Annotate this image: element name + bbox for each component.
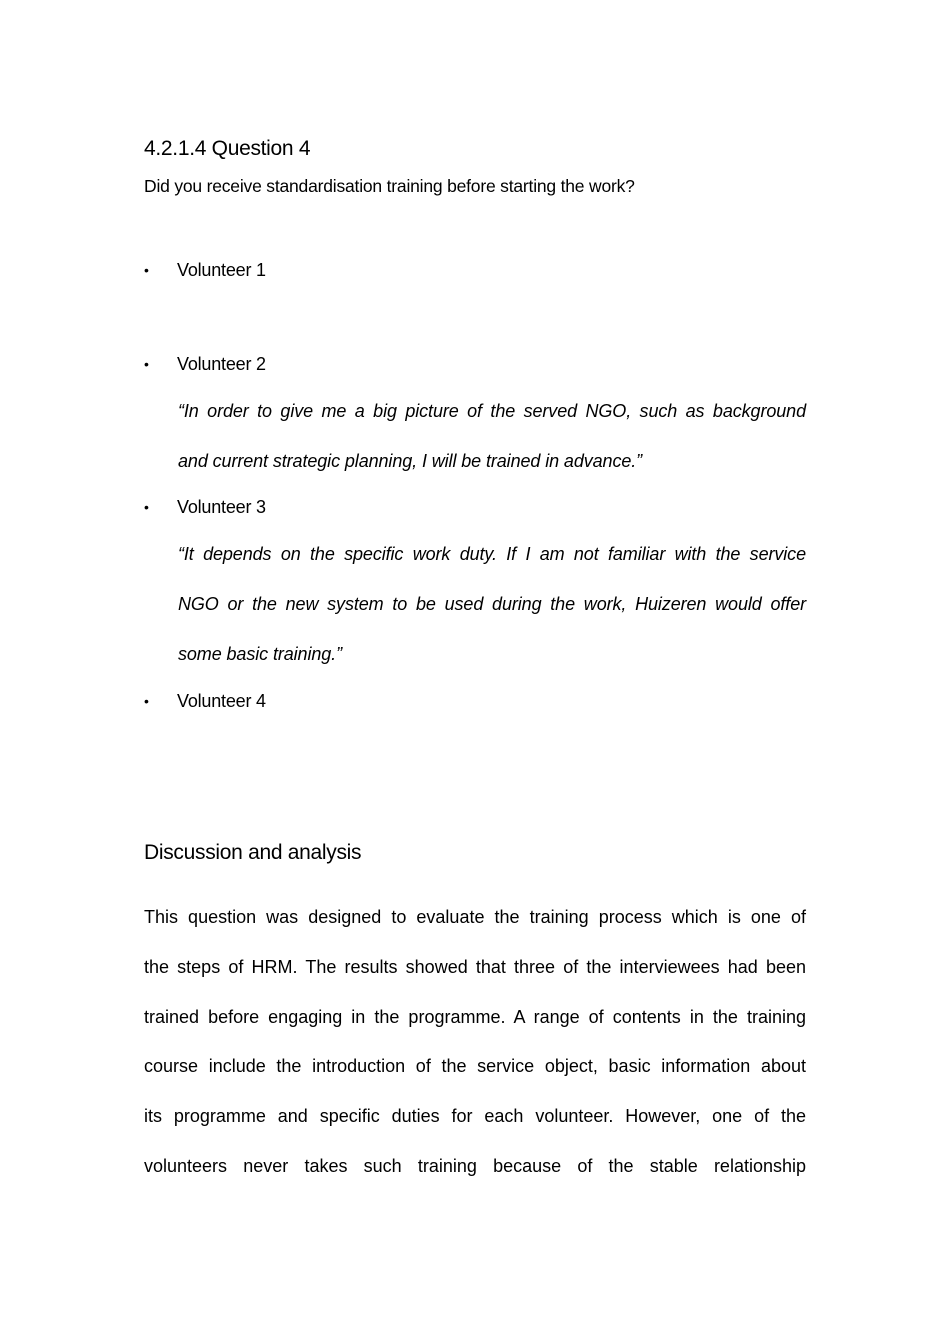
discussion-heading: Discussion and analysis bbox=[144, 841, 362, 864]
quote-line: NGO or the new system to be used during the work, Huizeren would offer bbox=[178, 594, 806, 614]
body-line: its programme and specific duties for each volunteer. However, one of the bbox=[144, 1106, 806, 1126]
bullet-icon: • bbox=[144, 356, 149, 372]
volunteer-label: Volunteer 4 bbox=[177, 691, 266, 711]
quote-line: and current strategic planning, I will be trained in advance.” bbox=[178, 451, 643, 471]
body-line: course include the introduction of the service object, basic information about bbox=[144, 1056, 806, 1076]
body-line: trained before engaging in the programme. A range of contents in the training bbox=[144, 1007, 806, 1027]
volunteer-label: Volunteer 2 bbox=[177, 354, 266, 374]
bullet-icon: • bbox=[144, 262, 149, 278]
body-line: volunteers never takes such training because of the stable relationship bbox=[144, 1156, 806, 1176]
bullet-icon: • bbox=[144, 499, 149, 515]
volunteer-label: Volunteer 1 bbox=[177, 260, 266, 280]
body-line: the steps of HRM. The results showed that three of the interviewees had been bbox=[144, 957, 806, 977]
quote-line: “In order to give me a big picture of the served NGO, such as background bbox=[178, 401, 806, 421]
section-heading: 4.2.1.4 Question 4 bbox=[144, 137, 311, 160]
bullet-icon: • bbox=[144, 693, 149, 709]
volunteer-label: Volunteer 3 bbox=[177, 497, 266, 517]
body-line: This question was designed to evaluate the training process which is one of bbox=[144, 907, 806, 927]
question-text: Did you receive standardisation training before starting the work? bbox=[144, 176, 635, 196]
quote-line: “It depends on the specific work duty. If I am not familiar with the service bbox=[178, 544, 806, 564]
quote-line: some basic training.” bbox=[178, 644, 342, 664]
